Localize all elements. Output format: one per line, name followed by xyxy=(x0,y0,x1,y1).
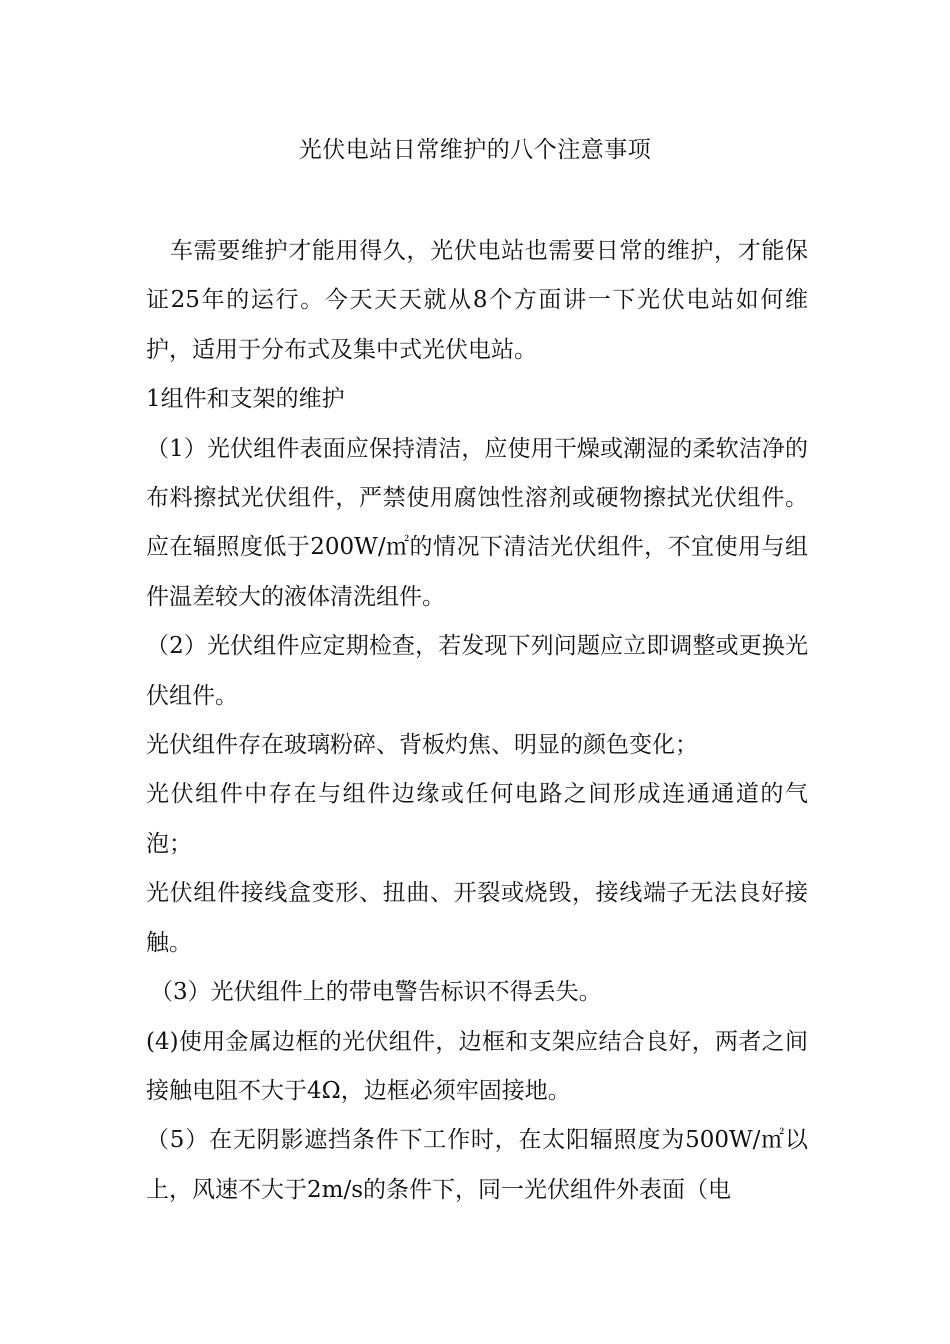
issue-line-1: 光伏组件存在玻璃粉碎、背板灼焦、明显的颜色变化； xyxy=(146,732,698,759)
item-1-paragraph: （1）光伏组件表面应保持清洁，应使用干燥或潮湿的柔软洁净的布料擦拭光伏组件，严禁使用腐蚀性溶剂或硬物擦拭光伏组件。应在辐照度低于200W/㎡的情况下清洁光伏组件，不宜使用与组件温差较大的液体清洗组件。 xyxy=(146,435,808,610)
section-heading: 1组件和支架的维护 xyxy=(146,386,345,413)
item-5-paragraph: （5）在无阴影遮挡条件下工作时，在太阳辐照度为500W/㎡以上，风速不大于2m/s的条件下，同一光伏组件外表面（电 xyxy=(146,1127,808,1203)
issue-line-2: 光伏组件中存在与组件边缘或任何电路之间形成连通通道的气泡； xyxy=(146,781,808,857)
document-title: 光伏电站日常维护的八个注意事项 xyxy=(298,137,652,163)
item-2-paragraph: （2）光伏组件应定期检查，若发现下列问题应立即调整或更换光伏组件。 xyxy=(146,633,808,709)
item-3-paragraph: （3）光伏组件上的带电警告标识不得丢失。 xyxy=(150,979,602,1006)
intro-paragraph: 车需要维护才能用得久，光伏电站也需要日常的维护，才能保证25年的运行。今天天天就从8个方面讲一下光伏电站如何维护，适用于分布式及集中式光伏电站。 xyxy=(146,238,808,363)
item-4-paragraph: (4)使用金属边框的光伏组件，边框和支架应结合良好，两者之间接触电阻不大于4Ω，边框必须牢固接地。 xyxy=(146,1028,808,1104)
document-body xyxy=(146,227,808,1215)
issue-line-3: 光伏组件接线盒变形、扭曲、开裂或烧毁，接线端子无法良好接触。 xyxy=(146,880,808,956)
